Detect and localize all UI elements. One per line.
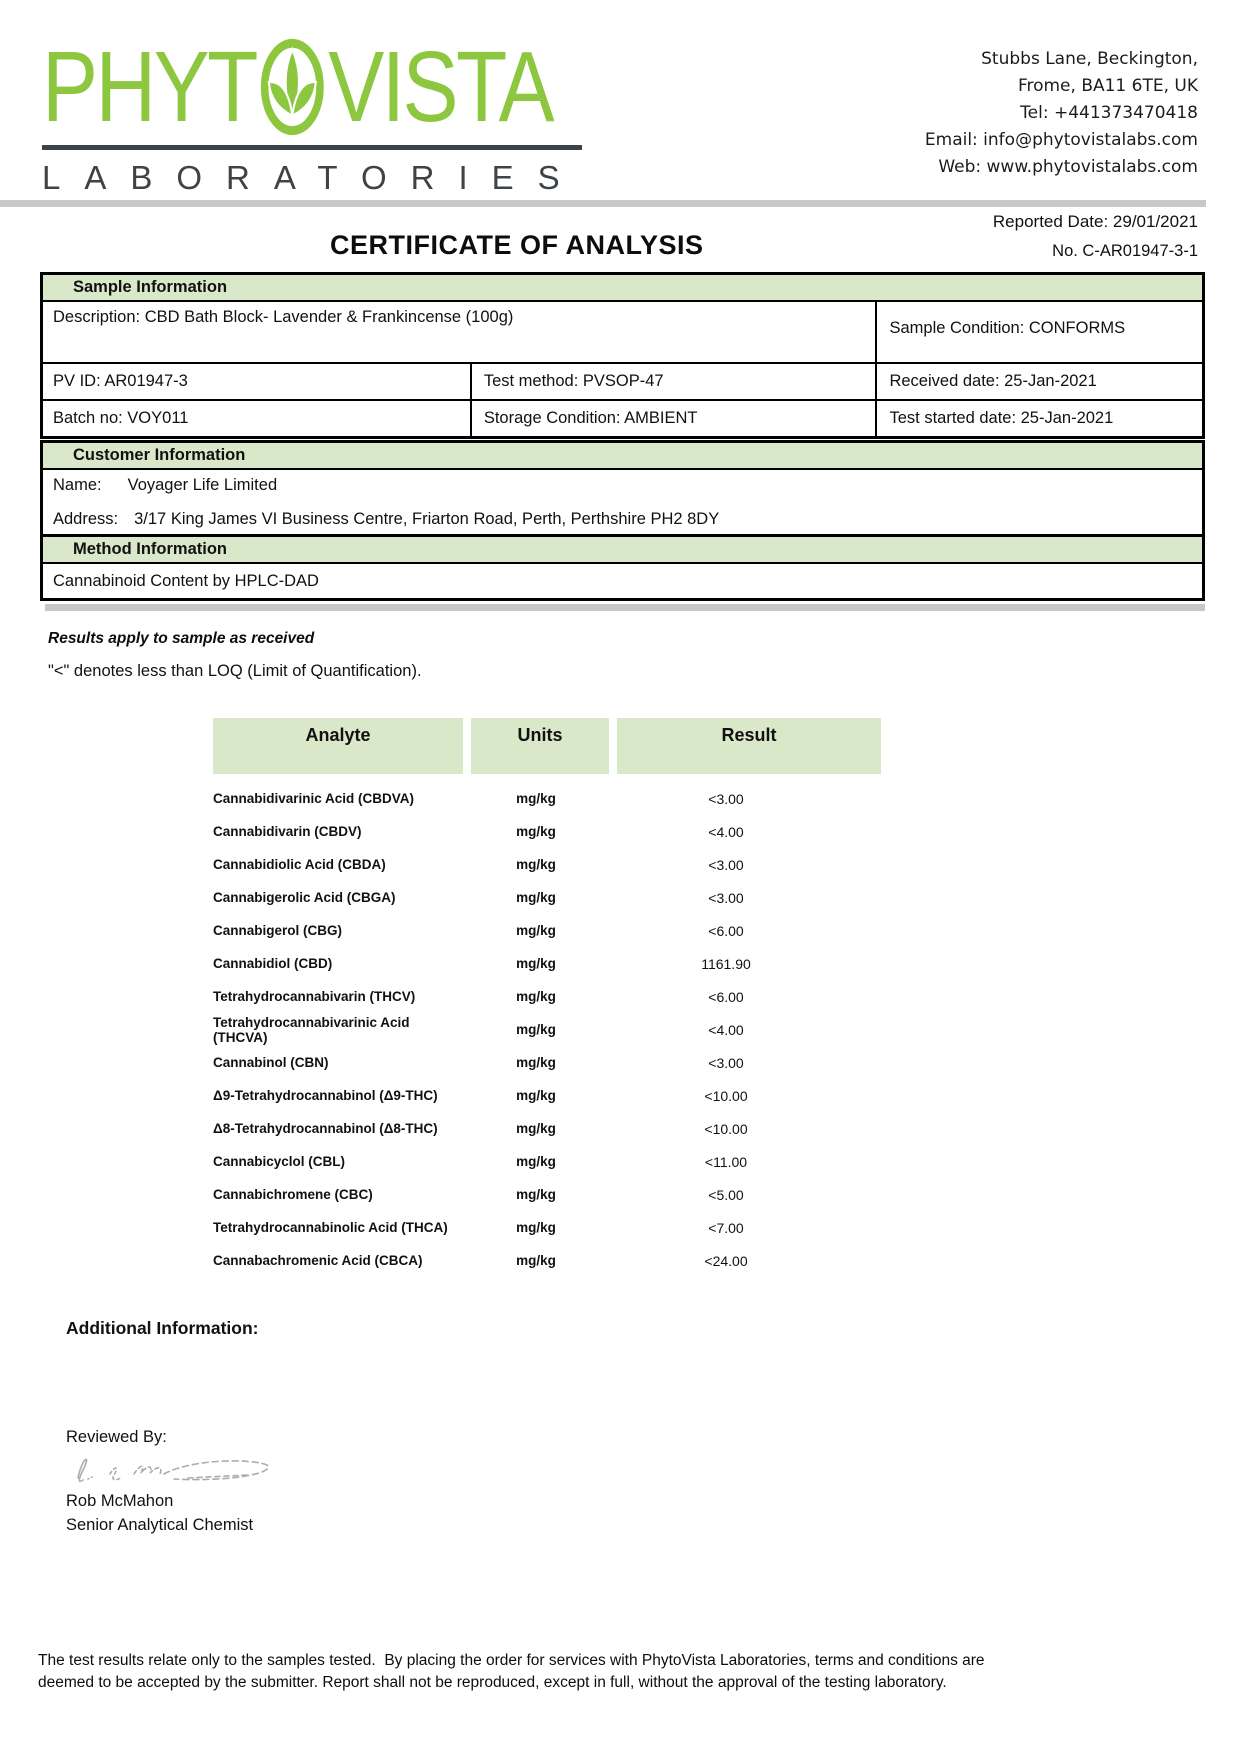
analyte-cell: Cannabigerolic Acid (CBGA) [213, 890, 396, 905]
phytovista-logo [42, 31, 602, 197]
table-row [213, 1112, 881, 1145]
lab-contact-block [925, 46, 1198, 181]
signature-scribble [68, 1444, 288, 1490]
customer-address-value: 3/17 King James VI Business Centre, Friarton Road, Perth, Perthshire PH2 8DY [134, 510, 720, 528]
units-cell: mg/kg [516, 791, 556, 806]
table-row [213, 947, 881, 980]
units-cell: mg/kg [516, 989, 556, 1004]
units-cell: mg/kg [516, 1154, 556, 1169]
analyte-cell: Cannabinol (CBN) [213, 1055, 329, 1070]
result-cell: <6.00 [708, 922, 744, 939]
results-table-header [213, 718, 881, 774]
received-date-cell: Received date: 25-Jan-2021 [889, 372, 1097, 390]
result-cell: <10.00 [704, 1087, 748, 1104]
result-cell: <3.00 [708, 1054, 744, 1071]
sample-information-table [40, 272, 1205, 439]
analyte-cell: Tetrahydrocannabivarinic Acid (THCVA) [213, 1014, 410, 1045]
result-cell: <10.00 [704, 1120, 748, 1137]
customer-name-value: Voyager Life Limited [127, 476, 278, 494]
storage-condition-cell: Storage Condition: AMBIENT [472, 401, 878, 436]
results-apply-note: Results apply to sample as received [48, 630, 315, 647]
sample-description-cell: Description: CBD Bath Block- Lavender & Frankincense (100g) [43, 302, 877, 362]
customer-name-line [53, 476, 1192, 495]
batch-no-cell: Batch no: VOY011 [43, 401, 472, 436]
analyte-cell: Cannabidivarinic Acid (CBDVA) [213, 791, 415, 806]
leaf-in-oval-icon [257, 36, 328, 138]
table-row [213, 1046, 881, 1079]
result-cell: <3.00 [708, 856, 744, 873]
analyte-cell: Cannabichromene (CBC) [213, 1187, 373, 1202]
analyte-cell: Tetrahydrocannabinolic Acid (THCA) [213, 1220, 448, 1235]
contact-address-line2: Frome, BA11 6TE, UK [1017, 76, 1198, 96]
section-separator-bar [45, 604, 1205, 611]
contact-phone: Tel: +441373470418 [1020, 103, 1198, 123]
report-number: No. C-AR01947-3-1 [1052, 242, 1198, 260]
units-cell: mg/kg [516, 1055, 556, 1070]
units-cell: mg/kg [516, 1088, 556, 1103]
header-separator-bar [0, 200, 1206, 207]
customer-address-line [53, 510, 1192, 529]
analyte-cell: Cannabidiolic Acid (CBDA) [213, 857, 386, 872]
units-cell: mg/kg [516, 1253, 556, 1268]
analyte-cell: Δ8-Tetrahydrocannabinol (Δ8-THC) [213, 1121, 438, 1136]
units-cell: mg/kg [516, 923, 556, 938]
analyte-cell: Cannabicyclol (CBL) [213, 1154, 346, 1169]
sample-information-header: Sample Information [43, 275, 1202, 302]
table-row [213, 1211, 881, 1244]
customer-information-table [40, 440, 1205, 537]
logo-subtitle: LABORATORIES [42, 159, 584, 196]
method-cell: Cannabinoid Content by HPLC-DAD [53, 571, 319, 590]
reviewer-name: Rob McMahon [66, 1492, 174, 1510]
units-column-header: Units [471, 718, 609, 774]
table-row [213, 1145, 881, 1178]
additional-information-label: Additional Information: [66, 1318, 259, 1338]
units-cell: mg/kg [516, 857, 556, 872]
table-row [213, 782, 881, 815]
page-title: CERTIFICATE OF ANALYSIS [330, 230, 704, 260]
logo-wordmark [42, 31, 553, 143]
table-row [213, 1079, 881, 1112]
result-cell: 1161.90 [701, 955, 751, 972]
results-table-body [213, 782, 881, 1277]
footer-disclaimer [38, 1650, 1208, 1694]
units-cell: mg/kg [516, 1121, 556, 1136]
result-cell: <4.00 [708, 823, 744, 840]
method-information-header: Method Information [43, 537, 1202, 564]
pv-id-cell: PV ID: AR01947-3 [43, 364, 472, 399]
table-row [213, 1178, 881, 1211]
reviewer-title: Senior Analytical Chemist [66, 1516, 254, 1534]
table-row [213, 881, 881, 914]
units-cell: mg/kg [516, 1022, 556, 1037]
test-started-date-cell: Test started date: 25-Jan-2021 [889, 409, 1114, 427]
contact-email: Email: info@phytovistalabs.com [924, 130, 1198, 150]
result-cell: <24.00 [704, 1252, 748, 1269]
table-row [213, 848, 881, 881]
units-cell: mg/kg [516, 824, 556, 839]
reviewed-by-label: Reviewed By: [66, 1428, 167, 1446]
units-cell: mg/kg [516, 890, 556, 905]
results-table [213, 718, 881, 1277]
table-row [213, 914, 881, 947]
result-cell: <6.00 [708, 988, 744, 1005]
footer-line1: The test results relate only to the samples tested. By placing the order for services with PhytoVista Laboratories, terms and conditions are [38, 1652, 985, 1669]
result-cell: <3.00 [708, 790, 744, 807]
analyte-cell: Δ9-Tetrahydrocannabinol (Δ9-THC) [213, 1088, 438, 1103]
customer-name-label: Name: [53, 476, 102, 494]
analyte-cell: Cannabidivarin (CBDV) [213, 824, 362, 839]
analyte-cell: Tetrahydrocannabivarin (THCV) [213, 989, 416, 1004]
method-information-table [40, 534, 1205, 601]
logo-divider [42, 145, 582, 150]
result-cell: <3.00 [708, 889, 744, 906]
result-cell: <4.00 [708, 1021, 744, 1038]
result-cell: <7.00 [708, 1219, 744, 1236]
loq-note: "<" denotes less than LOQ (Limit of Quantification). [48, 662, 422, 680]
analyte-cell: Cannabachromenic Acid (CBCA) [213, 1253, 423, 1268]
units-cell: mg/kg [516, 1220, 556, 1235]
reported-date: Reported Date: 29/01/2021 [992, 212, 1198, 231]
analyte-column-header: Analyte [213, 718, 463, 774]
units-cell: mg/kg [516, 1187, 556, 1202]
logo-text-right: VISTA [328, 31, 553, 143]
table-row [213, 1244, 881, 1277]
result-column-header: Result [617, 718, 881, 774]
contact-address-line1: Stubbs Lane, Beckington, [981, 49, 1198, 69]
table-row [213, 1013, 881, 1046]
analyte-cell: Cannabigerol (CBG) [213, 923, 343, 938]
analyte-cell: Cannabidiol (CBD) [213, 956, 333, 971]
table-row [213, 980, 881, 1013]
footer-line2: deemed to be accepted by the submitter. Report shall not be reproduced, except in full, without the approval of the testing laboratory. [38, 1674, 947, 1691]
customer-information-header: Customer Information [43, 443, 1202, 470]
table-row [213, 815, 881, 848]
customer-address-label: Address: [53, 510, 119, 528]
units-cell: mg/kg [516, 956, 556, 971]
result-cell: <11.00 [704, 1153, 748, 1170]
sample-condition-cell: Sample Condition: CONFORMS [889, 319, 1126, 337]
test-method-cell: Test method: PVSOP-47 [472, 364, 878, 399]
logo-text-left: PHYT [42, 31, 256, 143]
result-cell: <5.00 [708, 1186, 744, 1203]
contact-web: Web: www.phytovistalabs.com [938, 157, 1198, 177]
